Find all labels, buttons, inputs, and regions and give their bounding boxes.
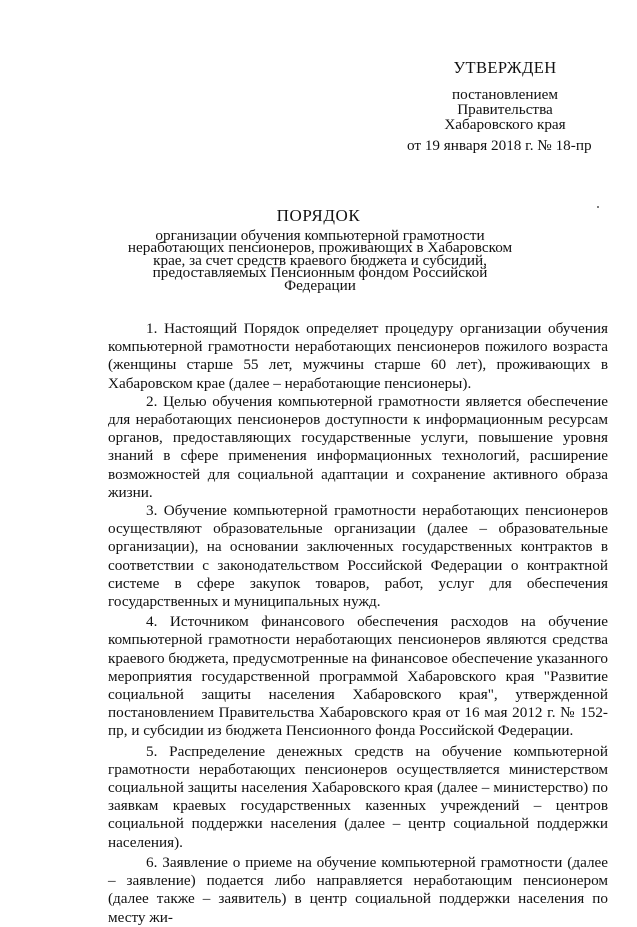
approval-stamp: [405, 60, 605, 153]
approval-line-2: Правительства: [457, 101, 553, 118]
paragraph-4: 4. Источником финансового обеспечения расходов на обучение компьютерной грамотности неработающих пенсионеров являются средства краевого бюджета, предусмотренные на финансовое обеспечение указанного мероприятия государственной программой Хабаровского края "Развитие социальной защиты населения Хабаровского края", утвержденной постановлением Правительства Хабаровского края от 16 мая 2012 г. № 152-пр, и субсидии из бюджета Пенсионного фонда Российской Федерации.: [108, 613, 608, 740]
approval-line-1: постановлением: [451, 86, 559, 103]
document-subtitle: организации обучения компьютерной грамотности неработающих пенсионеров, проживающих в Хабаровском крае, за счет средств краевого бюджета и субсидий, предоставляемых Пенсионным фондом Российской Федерации: [127, 227, 513, 294]
approval-line-3: Хабаровского края: [444, 116, 566, 133]
document-body: [108, 320, 608, 927]
scan-speck: [597, 206, 599, 208]
approval-heading: УТВЕРЖДЕН: [453, 58, 557, 77]
document-title: ПОРЯДОК: [276, 206, 361, 225]
paragraph-5: 5. Распределение денежных средств на обучение компьютерной грамотности неработающих пенсионеров осуществляется министерством социальной защиты населения Хабаровского края (далее – министерство) по заявкам краевых государственных казенных учреждений – центров социальной поддержки населения (далее – центр социальной поддержки населения).: [108, 742, 608, 851]
paragraph-3: 3. Обучение компьютерной грамотности неработающих пенсионеров осуществляют образовательные организации (далее – образовательные организации), на основании заключенных государственных контрактов в соответствии с законодательством Российской Федерации о контрактной системе в сфере закупок товаров, работ, услуг для обеспечения государственных и муниципальных нужд.: [108, 502, 608, 611]
paragraph-2: 2. Целью обучения компьютерной грамотности является обеспечение для неработающих пенсионеров доступности к информационным ресурсам органов, предоставляющих государственные услуги, повышение уровня знаний в сфере применения информационных технологий, расширение возможностей для социальной адаптации и сохранение активного образа жизни.: [108, 392, 608, 501]
paragraph-1: 1. Настоящий Порядок определяет процедуру организации обучения компьютерной грамотности неработающих пенсионеров пожилого возраста (женщины старше 55 лет, мужчины старше 60 лет), проживающих в Хабаровском крае (далее – неработающие пенсионеры).: [108, 320, 608, 392]
paragraph-6: 6. Заявление о приеме на обучение компьютерной грамотности (далее – заявление) подается либо направляется неработающим пенсионером (далее также – заявитель) в центр социальной поддержки населения по месту жи-: [108, 853, 608, 926]
approval-date: от 19 января 2018 г. № 18-пр: [407, 137, 592, 154]
